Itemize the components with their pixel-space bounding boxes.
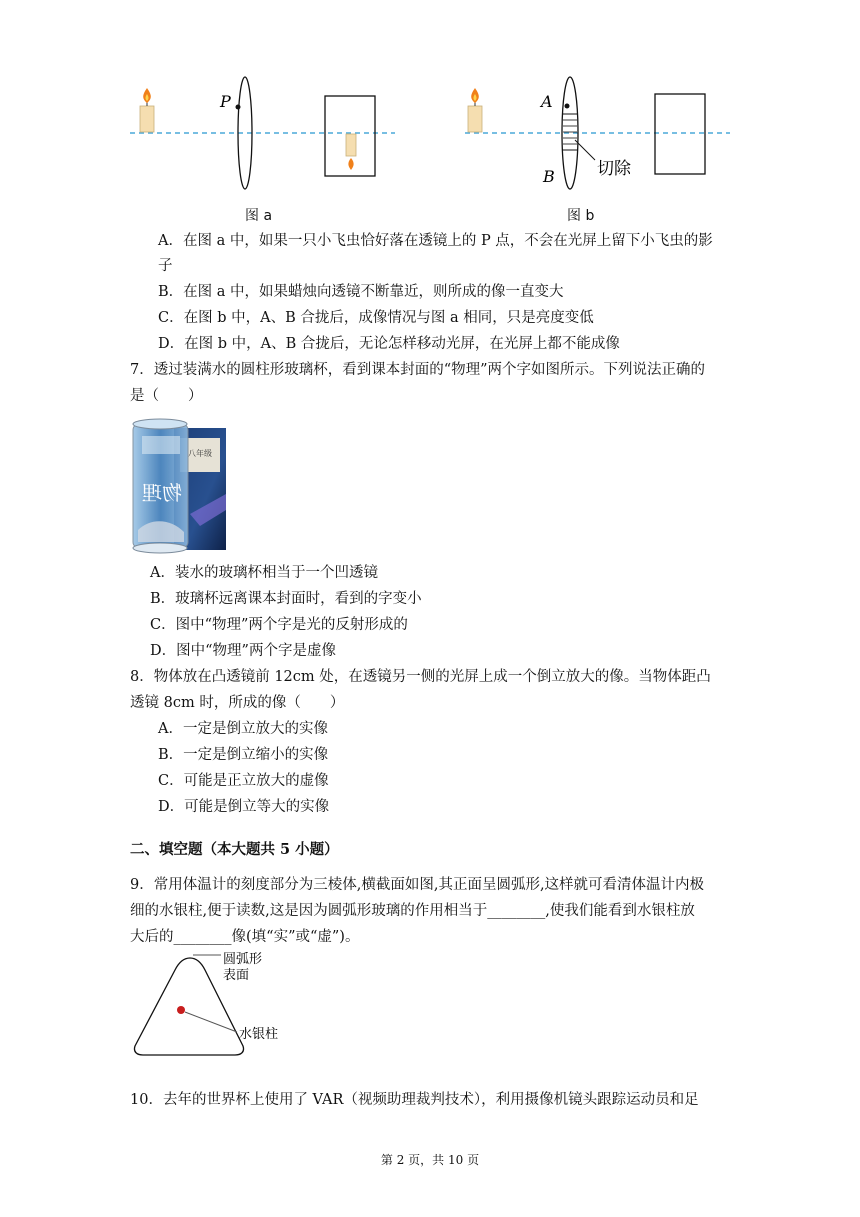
point-a (565, 104, 570, 109)
q10-line-1: 10．去年的世界杯上使用了 VAR（视频助理裁判技术），利用摄像机镜头跟踪运动员和足 (130, 1092, 699, 1108)
figure-b (455, 70, 745, 200)
label-arc: 圆弧形 (223, 952, 263, 967)
q6-option-a-cont: 子 (158, 258, 173, 274)
q7-option-d: D．图中“物理”两个字是虚像 (150, 643, 336, 659)
figure-a (120, 70, 410, 200)
candle-icon (140, 88, 154, 132)
label-p: P (220, 92, 231, 111)
point-p (236, 105, 241, 110)
q6-option-d: D．在图 b 中，A、B 合拢后，无论怎样移动光屏，在光屏上都不能成像 (158, 336, 620, 352)
section-title: 二、填空题（本大题共 5 小题） (130, 841, 339, 858)
mercury-pointer (185, 1012, 237, 1032)
label-mercury: 水银柱 (239, 1027, 279, 1042)
label-a: A (541, 92, 553, 111)
q7-stem: 7．透过装满水的圆柱形玻璃杯，看到课本封面的“物理”两个字如图所示。下列说法正确的 (130, 362, 706, 378)
q7-stem-cont: 是（ ） (130, 388, 203, 404)
cut-region (562, 114, 578, 150)
light-screen-b (655, 94, 705, 174)
q6-option-c: C．在图 b 中，A、B 合拢后，成像情况与图 a 相同，只是亮度变低 (158, 310, 594, 326)
glass-cup-figure (130, 414, 230, 556)
q8-option-b: B．一定是倒立缩小的实像 (158, 747, 329, 763)
candle-icon (468, 88, 482, 132)
label-surface: 表面 (223, 968, 250, 983)
q8-option-c: C．可能是正立放大的虚像 (158, 773, 329, 789)
page-footer: 第 2 页，共 10 页 (380, 1153, 480, 1167)
fig-b-caption: 图 b (567, 208, 595, 224)
q8-option-a: A．一定是倒立放大的实像 (158, 721, 328, 737)
inverted-candle-icon (346, 134, 356, 170)
label-cut: 切除 (597, 159, 631, 179)
q6-option-b: B．在图 a 中，如果蜡烛向透镜不断靠近，则所成的像一直变大 (158, 284, 564, 300)
q9-line-1: 9．常用体温计的刻度部分为三棱体,横截面如图,其正面呈圆弧形,这样就可看清体温计内极 (130, 877, 705, 893)
q7-option-b: B．玻璃杯远离课本封面时，看到的字变小 (150, 591, 422, 607)
q7-option-a: A．装水的玻璃杯相当于一个凹透镜 (150, 565, 378, 581)
q9-line-3: 大后的________像(填“实”或“虚”)。 (130, 929, 360, 945)
q6-option-a: A．在图 a 中，如果一只小飞虫恰好落在透镜上的 P 点，不会在光屏上留下小飞虫的影 (158, 233, 713, 249)
q8-option-d: D．可能是倒立等大的实像 (158, 799, 330, 815)
fig-a-caption: 图 a (245, 208, 273, 224)
book-grade: 八年级 (188, 449, 212, 458)
q8-stem: 8．物体放在凸透镜前 12cm 处，在透镜另一侧的光屏上成一个倒立放大的像。当物体距凸 (130, 669, 711, 685)
q8-stem-cont: 透镜 8cm 时，所成的像（ ） (130, 695, 345, 711)
mirrored-text: 物理 (142, 481, 182, 505)
q9-line-2: 细的水银柱,便于读数,这是因为圆弧形玻璃的作用相当于________,使我们能看到水银柱放 (130, 903, 695, 919)
thermometer-cross-section (125, 948, 305, 1060)
q7-option-c: C．图中“物理”两个字是光的反射形成的 (150, 617, 408, 633)
mercury-dot (177, 1006, 185, 1014)
label-b: B (543, 167, 555, 186)
